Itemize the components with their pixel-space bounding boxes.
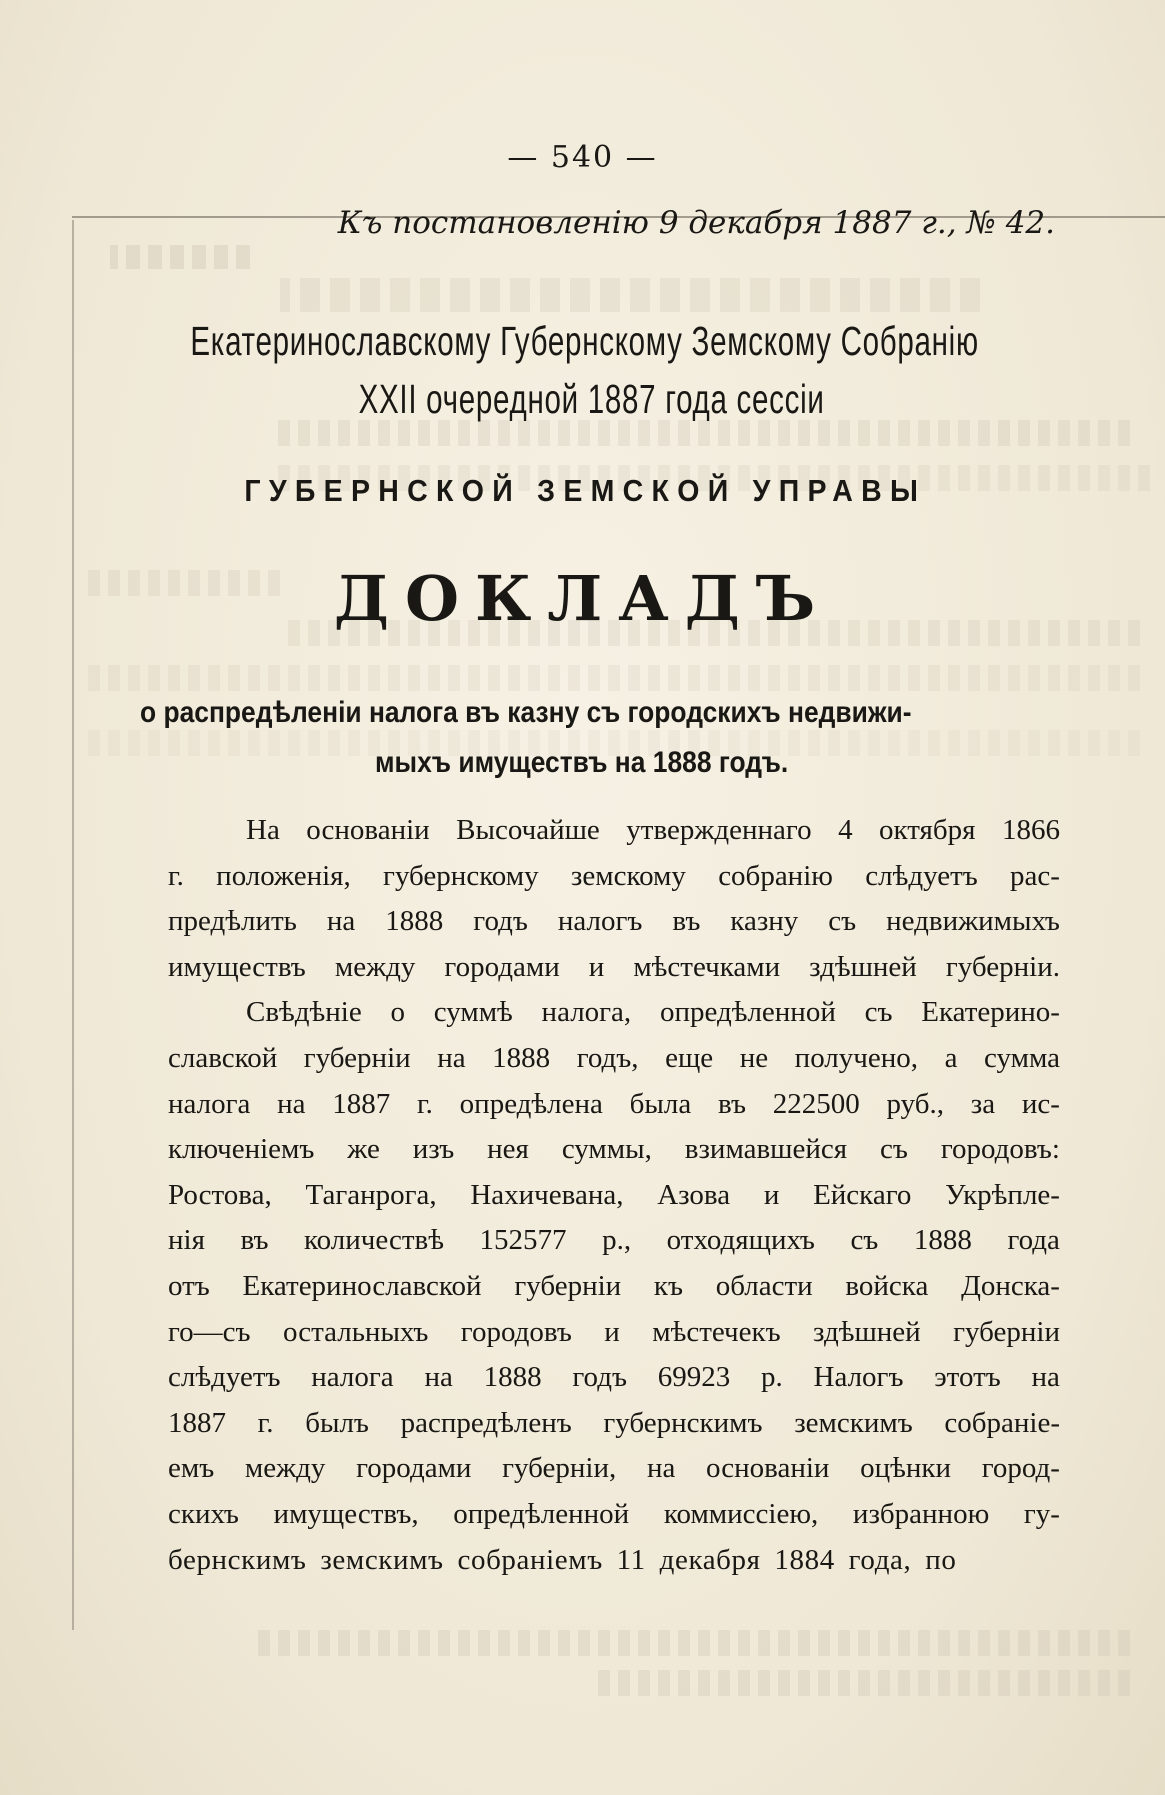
- margin-rule: [72, 220, 74, 1630]
- body-line: скихъ имуществъ, опредѣленной коммиссіею, избранною гу-: [168, 1497, 1060, 1530]
- report-title: ДОКЛАДЪ: [333, 562, 832, 635]
- body-line: Свѣдѣніе о суммѣ налога, опредѣленной съ Екатерино-: [246, 996, 1060, 1029]
- body-line: бернскимъ земскимъ собраніемъ 11 декабря 1884 года, по: [168, 1543, 957, 1576]
- body-line: На основаніи Высочайше утвержденнаго 4 октября 1866: [246, 814, 1060, 846]
- subtitle-line-2: мыхъ имуществъ на 1888 годъ.: [375, 746, 789, 779]
- reference-line: Къ постановленію 9 декабря 1887 г., № 42.: [337, 205, 1055, 241]
- body-line: предѣлить на 1888 годъ налогъ въ казну съ недвижимыхъ: [168, 905, 1060, 938]
- heading-line-3: ГУБЕРНСКОЙ ЗЕМСКОЙ УПРАВЫ: [244, 473, 927, 508]
- bleed-through-mark: [250, 1630, 1130, 1656]
- body-line: г. положенія, губернскому земскому собранію слѣдуетъ рас-: [168, 859, 1060, 892]
- body-line: слѣдуетъ налога на 1888 годъ 69923 р. Налогъ этотъ на: [168, 1361, 1060, 1394]
- bleed-through-mark: [590, 1670, 1130, 1696]
- bleed-through-mark: [270, 420, 1130, 446]
- body-line: емъ между городами губерніи, на основаніи оцѣнки город-: [168, 1452, 1060, 1485]
- body-line: налога на 1887 г. опредѣлена была въ 222500 руб., за ис-: [168, 1087, 1060, 1120]
- bleed-through-mark: [110, 245, 250, 269]
- subtitle-line-1: о распредѣленіи налога въ казну съ городскихъ недвижи-: [140, 696, 912, 729]
- bleed-through-mark: [280, 278, 980, 312]
- heading-line-2: XXII очередной 1887 года сессіи: [358, 376, 825, 422]
- body-line: го—съ остальныхъ городовъ и мѣстечекъ здѣшней губерніи: [168, 1315, 1060, 1348]
- page-number: — 540 —: [507, 140, 658, 175]
- body-line: отъ Екатеринославской губерніи къ области войска Донска-: [168, 1269, 1060, 1302]
- body-line: нія въ количествѣ 152577 р., отходящихъ съ 1888 года: [168, 1224, 1060, 1257]
- body-text: [168, 808, 1060, 1583]
- body-line: имуществъ между городами и мѣстечками здѣшней губерніи.: [168, 950, 1060, 983]
- body-line: ключеніемъ же изъ нея суммы, взимавшейся съ городовъ:: [168, 1133, 1060, 1166]
- heading-line-1: Екатеринославскому Губернскому Земскому Собранію: [190, 318, 979, 364]
- body-line: 1887 г. былъ распредѣленъ губернскимъ земскимъ собраніе-: [168, 1406, 1060, 1439]
- body-line: Ростова, Таганрога, Нахичевана, Азова и Ейскаго Укрѣпле-: [168, 1178, 1060, 1211]
- report-subtitle: [140, 688, 1070, 788]
- body-line: славской губерніи на 1888 годъ, еще не получено, а сумма: [168, 1041, 1060, 1074]
